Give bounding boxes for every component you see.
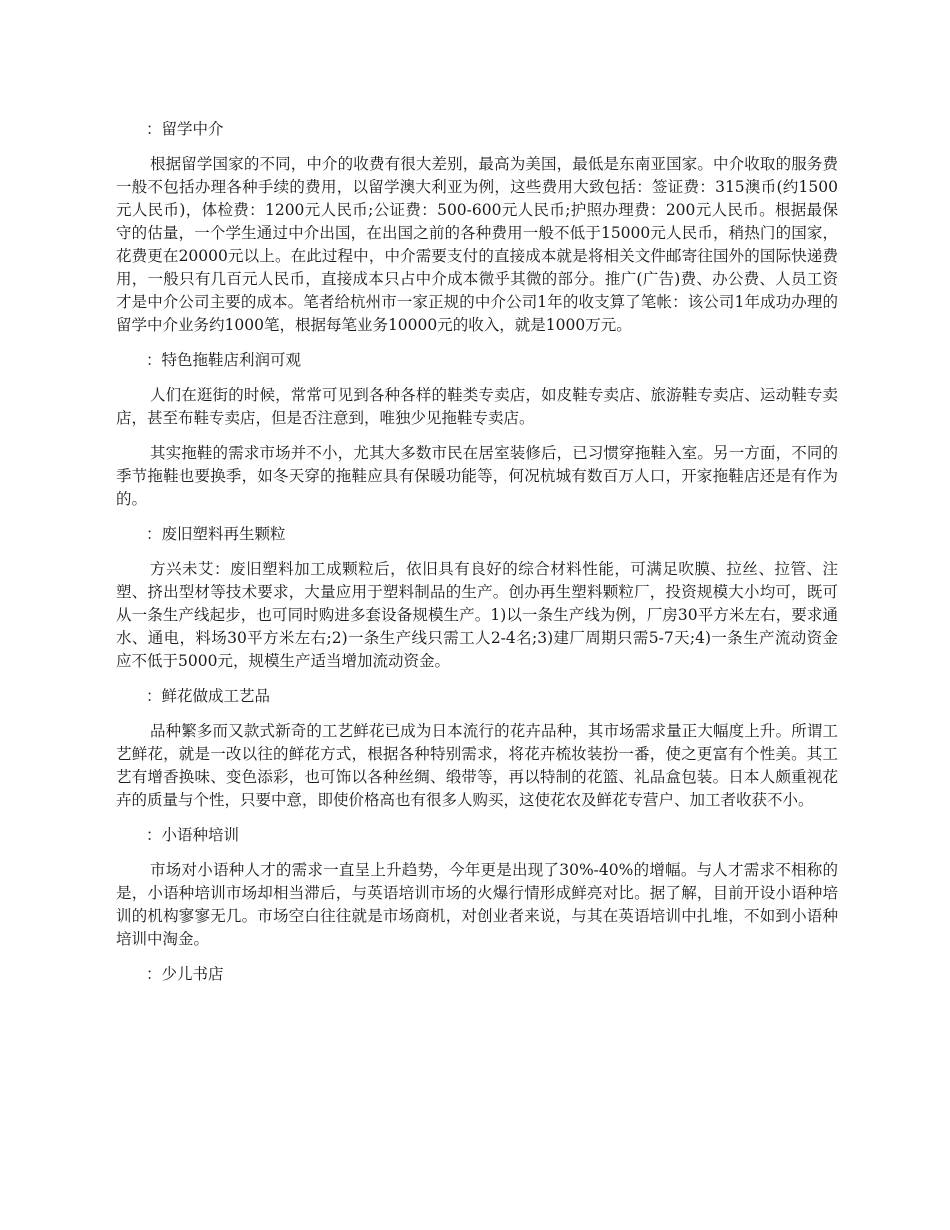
section-heading: ：小语种培训 xyxy=(146,826,240,844)
section-heading: ：少儿书店 xyxy=(146,965,224,983)
section-flower-crafts xyxy=(116,685,838,812)
document-page xyxy=(116,118,838,998)
section-heading: ：鲜花做成工艺品 xyxy=(146,687,271,705)
section-children-bookstore xyxy=(116,963,838,986)
section-heading: ：留学中介 xyxy=(146,120,224,138)
paragraph: 方兴未艾：废旧塑料加工成颗粒后，依旧具有良好的综合材料性能，可满足吹膜、拉丝、拉管、注塑、挤出型材等技术要求，大量应用于塑料制品的生产。创办再生塑料颗粒厂，投资规模大小均可，既可从一条生产线起步，也可同时购进多套设备规模生产。1)以一条生产线为例，厂房30平方米左右，要求通水、通电，料场30平方米左右;2)一条生产线只需工人2-4名;3)建厂周期只需5-7天;4)一条生产流动资金应不低于5000元，规模生产适当增加流动资金。 xyxy=(116,560,838,670)
section-recycled-plastic xyxy=(116,523,838,673)
paragraph: 市场对小语种人才的需求一直呈上升趋势，今年更是出现了30%-40%的增幅。与人才需求不相称的是，小语种培训市场却相当滞后，与英语培训市场的火爆行情形成鲜亮对比。据了解，目前开设小语种培训的机构寥寥无几。市场空白往往就是市场商机，对创业者来说，与其在英语培训中扎堆，不如到小语种培训中淘金。 xyxy=(116,861,838,948)
section-minor-language-training xyxy=(116,824,838,951)
section-study-abroad-agency xyxy=(116,118,838,337)
section-heading: ：特色拖鞋店利润可观 xyxy=(146,351,302,369)
section-heading: ：废旧塑料再生颗粒 xyxy=(146,525,286,543)
paragraph: 品种繁多而又款式新奇的工艺鲜花已成为日本流行的花卉品种，其市场需求量正大幅度上升。所谓工艺鲜花，就是一改以往的鲜花方式，根据各种特别需求，将花卉梳妆装扮一番，使之更富有个性美。其工艺有增香换味、变色添彩，也可饰以各种丝绸、缎带等，再以特制的花篮、礼品盒包装。日本人颇重视花卉的质量与个性，只要中意，即使价格高也有很多人购买，这使花农及鲜花专营户、加工者收获不小。 xyxy=(116,722,838,809)
section-slipper-store xyxy=(116,349,838,511)
paragraph: 根据留学国家的不同，中介的收费有很大差别，最高为美国，最低是东南亚国家。中介收取的服务费一般不包括办理各种手续的费用，以留学澳大利亚为例，这些费用大致包括：签证费：315澳币(约1500元人民币)，体检费：1200元人民币;公证费：500-600元人民币;护照办理费：200元人民币。根据最保守的估量，一个学生通过中介出国，在出国之前的各种费用一般不低于15000元人民币，稍热门的国家，花费更在20000元以上。在此过程中，中介需要支付的直接成本就是将相关文件邮寄往国外的国际快递费用，一般只有几百元人民币，直接成本只占中介成本微乎其微的部分。推广(广告)费、办公费、人员工资才是中介公司主要的成本。笔者给杭州市一家正规的中介公司1年的收支算了笔帐：该公司1年成功办理的留学中介业务约1000笔，根据每笔业务10000元的收入，就是1000万元。 xyxy=(116,155,838,334)
paragraph: 人们在逛街的时候，常常可见到各种各样的鞋类专卖店，如皮鞋专卖店、旅游鞋专卖店、运动鞋专卖店，甚至布鞋专卖店，但是否注意到，唯独少见拖鞋专卖店。 xyxy=(116,386,838,427)
paragraph: 其实拖鞋的需求市场并不小，尤其大多数市民在居室装修后，已习惯穿拖鞋入室。另一方面，不同的季节拖鞋也要换季，如冬天穿的拖鞋应具有保暖功能等，何况杭城有数百万人口，开家拖鞋店还是有作为的。 xyxy=(116,444,838,508)
